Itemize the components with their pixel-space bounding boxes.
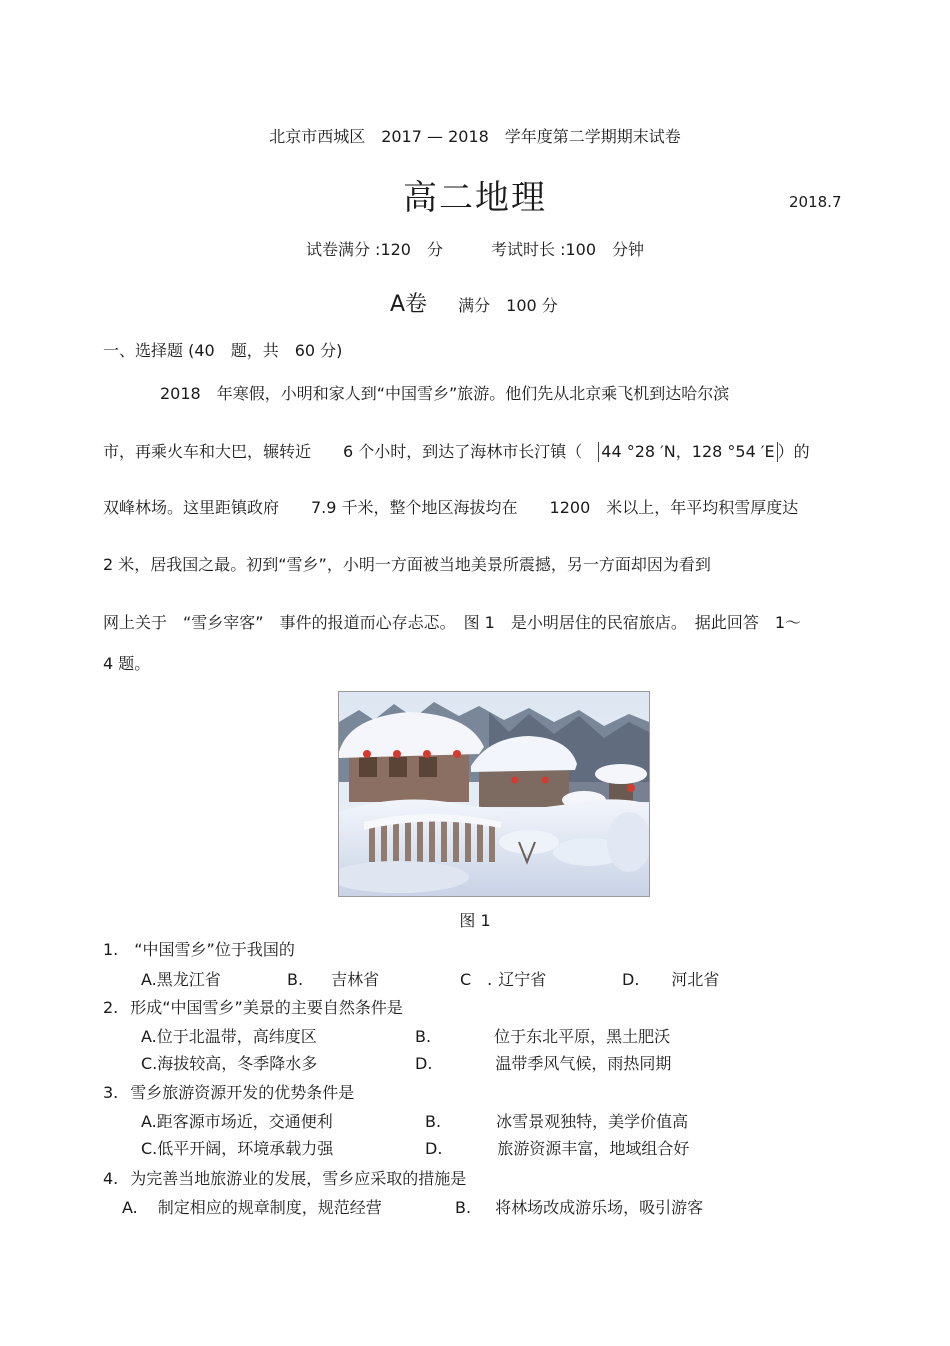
passage-line-3: 双峰林场。这里距镇政府 7.9 千米，整个地区海拔均在 1200 米以上，年平均积雪厚度达 — [103, 498, 799, 517]
passage-line-5: 网上关于 “雪乡宰客” 事件的报道而心存忐忑。 图 1 是小明居住的民宿旅店。 据此回答 1～ — [103, 613, 802, 632]
option-text: 黑龙江省 — [156, 970, 221, 989]
option-letter: A. — [141, 1027, 157, 1046]
part-one-heading: 一、选择题 (40 题，共 60 分) — [103, 341, 343, 360]
figure-caption: 图 1 — [459, 911, 491, 930]
option-text: 温带季风气候，雨热同期 — [495, 1054, 672, 1073]
option-letter: B. — [415, 1027, 432, 1046]
question-2-text: 形成“中国雪乡”美景的主要自然条件是 — [130, 998, 403, 1017]
option-letter: A. — [141, 1112, 157, 1131]
option-3b[interactable] — [425, 1112, 688, 1132]
option-letter: D. — [425, 1139, 443, 1158]
option-letter: C . — [460, 970, 493, 989]
option-text: 冰雪景观独特，美学价值高 — [496, 1112, 689, 1131]
passage-line-2-end: ）的 — [777, 442, 810, 461]
passage-line-2 — [103, 442, 810, 462]
exam-header: 北京市西城区 2017 — 2018 学年度第二学期期末试卷 — [269, 127, 681, 146]
passage-line-1: 2018 年寒假，小明和家人到“中国雪乡”旅游。他们先从北京乘飞机到达哈尔滨 — [160, 384, 730, 403]
passage-line-4: 2 米，居我国之最。初到“雪乡”，小明一方面被当地美景所震撼，另一方面却因为看到 — [103, 555, 711, 574]
question-4-text: 为完善当地旅游业的发展，雪乡应采取的措施是 — [130, 1169, 467, 1188]
option-letter: D. — [622, 970, 640, 989]
option-text: 辽宁省 — [498, 970, 547, 989]
question-1-stem — [103, 940, 295, 960]
question-3-number: 3. — [103, 1083, 119, 1102]
option-text: 将林场改成游乐场，吸引游客 — [495, 1198, 704, 1217]
option-3a[interactable] — [141, 1112, 333, 1132]
option-text: 吉林省 — [331, 970, 380, 989]
option-letter: A. — [122, 1198, 138, 1217]
question-1-text: “中国雪乡”位于我国的 — [134, 940, 295, 959]
option-text: 位于北温带，高纬度区 — [156, 1027, 317, 1046]
option-letter: B. — [287, 970, 304, 989]
question-2-number: 2. — [103, 998, 119, 1017]
snow-village-photo — [338, 691, 650, 897]
option-1c[interactable] — [460, 970, 546, 990]
question-4-stem — [103, 1169, 466, 1189]
option-text: 制定相应的规章制度，规范经营 — [157, 1198, 382, 1217]
score-and-time: 试卷满分 :120 分 考试时长 :100 分钟 — [305, 240, 645, 259]
question-3-text: 雪乡旅游资源开发的优势条件是 — [130, 1083, 355, 1102]
section-a-score: 满分 100 分 — [458, 296, 558, 315]
option-2b[interactable] — [415, 1027, 670, 1047]
option-3c[interactable] — [141, 1139, 333, 1159]
passage-line-6: 4 题。 — [103, 654, 151, 673]
option-text: 旅游资源丰富，地域组合好 — [497, 1139, 690, 1158]
passage-line-2-start: 市，再乘火车和大巴，辗转近 6 个小时，到达了海林市长汀镇（ — [103, 442, 599, 461]
question-4-number: 4. — [103, 1169, 119, 1188]
option-letter: D. — [415, 1054, 433, 1073]
option-1a[interactable] — [141, 970, 221, 990]
option-text: 距客源市场近，交通便利 — [156, 1112, 333, 1131]
option-letter: C. — [141, 1139, 158, 1158]
option-letter: A. — [141, 970, 157, 989]
option-letter: B. — [455, 1198, 472, 1217]
option-1d[interactable] — [622, 970, 719, 990]
page-title: 高二地理 — [403, 178, 547, 218]
option-letter: B. — [425, 1112, 442, 1131]
question-1-number: 1. — [103, 940, 119, 959]
option-text: 位于东北平原，黑土肥沃 — [494, 1027, 671, 1046]
option-2a[interactable] — [141, 1027, 317, 1047]
section-a-label: A卷 — [390, 292, 428, 317]
option-4a[interactable] — [122, 1198, 382, 1218]
exam-date: 2018.7 — [789, 193, 842, 211]
option-3d[interactable] — [425, 1139, 689, 1159]
option-letter: C. — [141, 1054, 158, 1073]
option-2c[interactable] — [141, 1054, 317, 1074]
option-text: 低平开阔，环境承载力强 — [157, 1139, 334, 1158]
question-2-stem — [103, 998, 403, 1018]
coordinates: 44 °28 ′N，128 °54 ′E — [598, 442, 777, 462]
section-a-heading — [390, 292, 558, 317]
option-4b[interactable] — [455, 1198, 703, 1218]
option-text: 海拔较高，冬季降水多 — [157, 1054, 318, 1073]
option-1b[interactable] — [287, 970, 379, 990]
option-2d[interactable] — [415, 1054, 671, 1074]
option-text: 河北省 — [671, 970, 720, 989]
question-3-stem — [103, 1083, 354, 1103]
